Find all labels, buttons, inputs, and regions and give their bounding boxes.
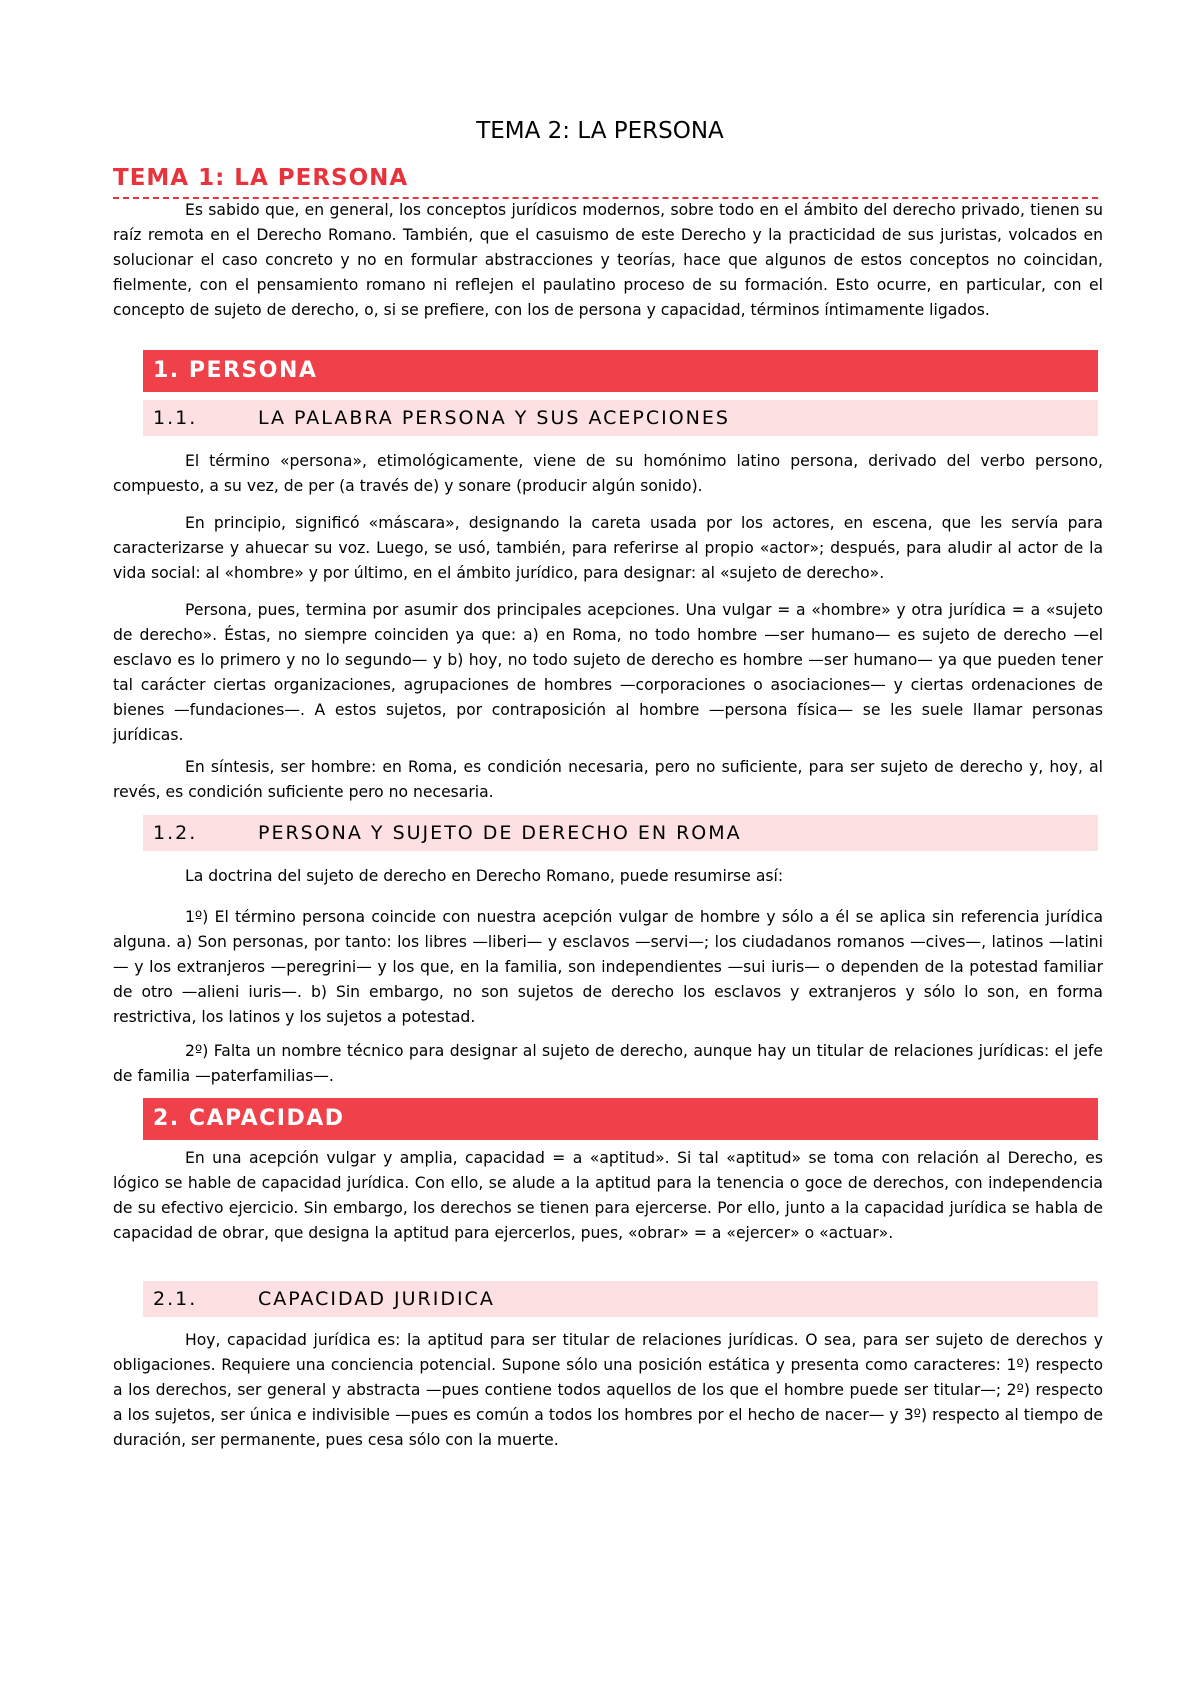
subsection-heading-1-1 xyxy=(143,400,1098,436)
paragraph-block xyxy=(113,755,1103,805)
body-paragraph: Persona, pues, termina por asumir dos principales acepciones. Una vulgar = a «hombre» y otra jurídica = a «sujeto de derecho». Éstas, no siempre coinciden ya que: a) en Roma, no todo hombre —ser humano— es sujeto de derecho —el esclavo es lo primero y no lo segundo— y b) hoy, no todo sujeto de derecho es hombre —ser humano— ya que pueden tener tal carácter ciertas organizaciones, agrupaciones de hombres —corporaciones o asociaciones— y ciertas ordenaciones de bienes —fundaciones—. A estos sujetos, por contraposición al hombre —persona física— se les suele llamar personas jurídicas. xyxy=(113,601,1103,744)
subsection-title: LA PALABRA PERSONA Y SUS ACEPCIONES xyxy=(258,407,730,429)
paragraph-block xyxy=(113,598,1103,748)
subsection-heading-2-1 xyxy=(143,1281,1098,1317)
document-title: TEMA 2: LA PERSONA xyxy=(476,118,724,144)
paragraph-block xyxy=(113,905,1103,1030)
body-paragraph: La doctrina del sujeto de derecho en Derecho Romano, puede resumirse así: xyxy=(185,867,784,885)
paragraph-block xyxy=(113,449,1103,499)
intro-paragraph: Es sabido que, en general, los conceptos jurídicos modernos, sobre todo en el ámbito del derecho privado, tienen su raíz remota en el Derecho Romano. También, que el casuismo de este Derecho y la practicidad de sus juristas, volcados en solucionar el caso concreto y no en formular abstracciones y teorías, hace que algunos de estos conceptos no coincidan, fielmente, con el pensamiento romano ni reflejen el paulatino proceso de su formación. Esto ocurre, en particular, con el concepto de sujeto de derecho, o, si se prefiere, con los de persona y capacidad, términos íntimamente ligados. xyxy=(113,201,1103,319)
body-paragraph: En una acepción vulgar y amplia, capacidad = a «aptitud». Si tal «aptitud» se toma con relación al Derecho, es lógico se hable de capacidad jurídica. Con ello, se alude a la aptitud para la tenencia o goce de derechos, con independencia de su efectivo ejercicio. Sin embargo, los derechos se tienen para ejercerse. Por ello, junto a la capacidad jurídica se habla de capacidad de obrar, que designa la aptitud para ejercerlos, pues, «obrar» = a «ejercer» o «actuar». xyxy=(113,1149,1103,1242)
paragraph-block xyxy=(113,1328,1103,1453)
body-paragraph: 1º) El término persona coincide con nuestra acepción vulgar de hombre y sólo a él se aplica sin referencia jurídica alguna. a) Son personas, por tanto: los libres —liberi— y esclavos —servi—; los ciudadanos romanos —cives—, latinos —latini— y los extranjeros —peregrini— y los que, en la familia, son independientes —sui iuris— o dependen de la potestad familiar de otro —alieni iuris—. b) Sin embargo, no son sujetos de derecho los esclavos y extranjeros y sólo lo son, en forma restrictiva, los latinos y los sujetos a potestad. xyxy=(113,908,1103,1026)
subsection-heading-1-2 xyxy=(143,815,1098,851)
subsection-number: 2.1. xyxy=(153,1288,198,1310)
body-paragraph: En síntesis, ser hombre: en Roma, es condición necesaria, pero no suficiente, para ser sujeto de derecho y, hoy, al revés, es condición suficiente pero no necesaria. xyxy=(113,758,1103,801)
body-paragraph: 2º) Falta un nombre técnico para designar al sujeto de derecho, aunque hay un titular de relaciones jurídicas: el jefe de familia —paterfamilias—. xyxy=(113,1042,1103,1085)
subsection-number: 1.2. xyxy=(153,822,198,844)
subsection-number: 1.1. xyxy=(153,407,198,429)
chapter-title: TEMA 1: LA PERSONA xyxy=(113,165,409,191)
section-heading-persona: 1. PERSONA xyxy=(143,350,1098,392)
paragraph-block xyxy=(113,1146,1103,1246)
paragraph-block xyxy=(113,1039,1103,1089)
paragraph-block xyxy=(113,511,1103,586)
chapter-heading xyxy=(113,165,1098,199)
section-heading-capacidad: 2. CAPACIDAD xyxy=(143,1098,1098,1140)
intro-block xyxy=(113,198,1103,323)
body-paragraph: Hoy, capacidad jurídica es: la aptitud para ser titular de relaciones jurídicas. O sea, para ser sujeto de derechos y obligaciones. Requiere una conciencia potencial. Supone sólo una posición estática y presenta como caracteres: 1º) respecto a los derechos, ser general y abstracta —pues contiene todos aquellos de los que el hombre puede ser titular—; 2º) respecto a los sujetos, ser única e indivisible —pues es común a todos los hombres por el hecho de nacer— y 3º) respecto al tiempo de duración, ser permanente, pues cesa sólo con la muerte. xyxy=(113,1331,1103,1449)
paragraph-block xyxy=(113,864,1103,889)
subsection-title: CAPACIDAD JURIDICA xyxy=(258,1288,495,1310)
body-paragraph: En principio, significó «máscara», designando la careta usada por los actores, en escena, que les servía para caracterizarse y ahuecar su voz. Luego, se usó, también, para referirse al propio «actor»; después, para aludir al actor de la vida social: al «hombre» y por último, en el ámbito jurídico, para designar: al «sujeto de derecho». xyxy=(113,514,1103,582)
subsection-title: PERSONA Y SUJETO DE DERECHO EN ROMA xyxy=(258,822,742,844)
body-paragraph: El término «persona», etimológicamente, viene de su homónimo latino persona, derivado del verbo persono, compuesto, a su vez, de per (a través de) y sonare (producir algún sonido). xyxy=(113,452,1103,495)
